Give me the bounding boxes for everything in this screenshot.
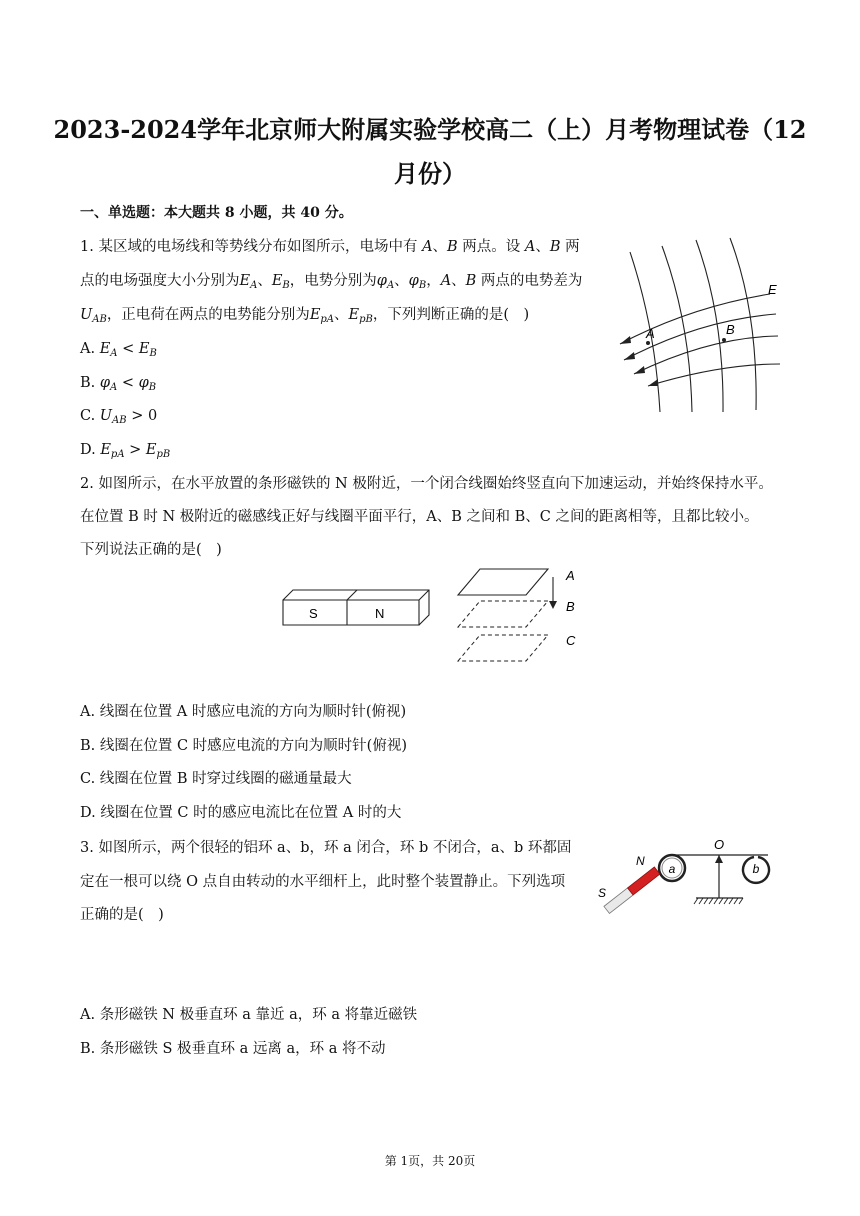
q3-ring-figure xyxy=(598,835,784,917)
q1-option-a: A. $E_A < E_B$ xyxy=(80,341,157,359)
q1-label-b: B xyxy=(726,322,735,337)
coil-position-a xyxy=(458,569,548,595)
magnet-n-pole-label: N xyxy=(636,854,645,868)
page-footer: 第 1页，共 20页 xyxy=(384,1154,476,1168)
q2-line-3: 下列说法正确的是( ) xyxy=(80,542,222,558)
coil-position-c xyxy=(458,635,548,661)
pos-c-label: C xyxy=(566,633,576,648)
q3-line-1: 3. 如图所示，两个很轻的铝环 a、b，环 a 闭合，环 b 不闭合，a、b 环都固 xyxy=(80,840,572,856)
tilted-bar-magnet xyxy=(604,867,660,913)
q1-option-c: C. $U_{AB} > 0$ xyxy=(80,408,158,426)
ring-a-label: a xyxy=(668,862,676,876)
page-title-line-1: 2023-2024学年北京师大附属实验学校高二（上）月考物理试卷（12 xyxy=(53,115,807,144)
q2-option-b: B. 线圈在位置 C 时感应电流的方向为顺时针(俯视) xyxy=(80,738,407,754)
q2-line-2: 在位置 B 时 N 极附近的磁感线正好与线圈平面平行，A、B 之间和 B、C 之间的距离相等，且都比较小。 xyxy=(80,509,759,525)
q3-option-a: A. 条形磁铁 N 极垂直环 a 靠近 a，环 a 将靠近磁铁 xyxy=(80,1007,418,1023)
ring-b-label: b xyxy=(752,862,760,876)
q3-line-3: 正确的是( ) xyxy=(80,907,164,923)
q1-option-b: B. $\varphi_A < \varphi_B$ xyxy=(80,375,157,393)
q1-label-a: A xyxy=(646,326,655,341)
magnet-n-label: N xyxy=(375,606,385,621)
pivot-o-label: O xyxy=(713,837,725,852)
q2-option-c: C. 线圈在位置 B 时穿过线圈的磁通量最大 xyxy=(80,771,352,787)
pos-b-label: B xyxy=(566,599,575,614)
pos-a-label: A xyxy=(566,568,575,583)
q1-field-figure xyxy=(600,232,790,414)
q2-option-a: A. 线圈在位置 A 时感应电流的方向为顺时针(俯视) xyxy=(80,704,407,720)
bar-magnet xyxy=(283,590,429,625)
coil-position-b xyxy=(458,601,548,627)
q2-option-d: D. 线圈在位置 C 时的感应电流比在位置 A 时的大 xyxy=(80,805,402,821)
q3-option-b: B. 条形磁铁 S 极垂直环 a 远离 a，环 a 将不动 xyxy=(80,1041,386,1057)
q2-line-1: 2. 如图所示，在水平放置的条形磁铁的 N 极附近，一个闭合线圈始终竖直向下加速运动，并始终保持水平。 xyxy=(80,476,773,492)
q1-line-2: 点的电场强度大小分别为$E_A$、$E_B$，电势分别为$\varphi_A$、$\varphi_B$，A、B 两点的电势差为 xyxy=(80,273,583,291)
q2-magnet-coil-figure xyxy=(280,565,590,667)
page-title-line-2: 月份） xyxy=(394,159,466,188)
q1-line-3: $U_{AB}$，正电荷在两点的电势能分别为$E_{pA}$、$E_{pB}$，下列判断正确的是( ) xyxy=(80,307,530,325)
q3-line-2: 定在一根可以绕 O 点自由转动的水平细杆上，此时整个装置静止。下列选项 xyxy=(80,874,566,890)
section-header: 一、单选题：本大题共 8 小题，共 40 分。 xyxy=(80,205,353,221)
magnet-s-pole-label: S xyxy=(598,886,607,900)
q1-option-d: D. $E_{pA} > E_{pB}$ xyxy=(80,442,171,460)
q1-line-1: 1. 某区域的电场线和等势线分布如图所示，电场中有 A、B 两点。设 A、B 两 xyxy=(80,239,580,255)
q1-label-e: E xyxy=(768,282,777,297)
magnet-s-label: S xyxy=(309,606,318,621)
